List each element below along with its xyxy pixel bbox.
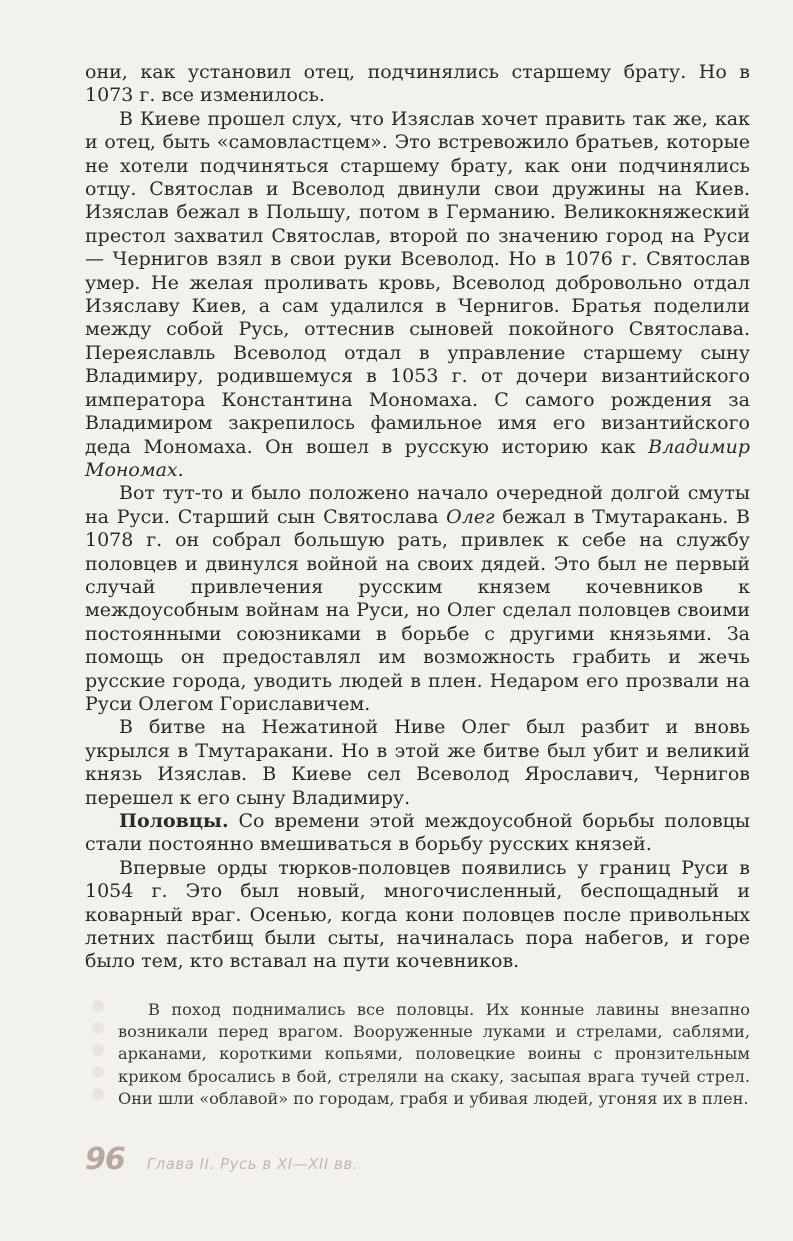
paragraph-2 <box>85 108 750 483</box>
paragraph-3-rest: бежал в Тмутаракань. В 1078 г. он собрал большую рать, привлек к себе на службу половцев и двинулся войной на своих дядей. Это был не первый случай привлечения русским князем кочевников к междоусобным войнам на Руси, но Олег сделал половцев своими постоянными союзниками в борьбе с другими князьями. За помощь он предоставлял им возможность грабить и жечь русские города, уводить людей в плен. Недаром его прозвали на Руси Олегом Гориславичем. <box>85 505 751 715</box>
page-number: 96 <box>85 1142 125 1177</box>
vladimir-monomakh-name: Владимир Мономах <box>85 435 750 481</box>
section-heading-polovtsy: Половцы. <box>119 810 229 832</box>
paragraph-5 <box>85 810 750 857</box>
marker-dot <box>92 1066 104 1078</box>
marker-dot <box>92 1000 104 1012</box>
main-text <box>85 61 750 974</box>
chapter-title: Глава II. Русь в XI—XII вв. <box>146 1155 358 1173</box>
paragraph-3-start: Вот тут-то и было положено начало очередной долгой смуты на Руси. Старший сын Святослава <box>85 482 750 528</box>
quote-block <box>118 999 750 1110</box>
paragraph-3 <box>85 482 750 716</box>
paragraph-2-text: В Киеве прошел слух, что Изяслав хочет править так же, как и отец, быть «самовластцем». Это встревожило братьев, которые не хотели подчиняться старшему брату, как они подчинялись отцу. Святослав и Всеволод двинули свои дружины на Киев. Изяслав бежал в Польшу, потом в Германию. Великокняжеский престол захватил Святослав, второй по значению город на Руси — Чернигов взял в свои руки Всеволод. Но в 1076 г. Святослав умер. Не желая проливать кровь, Всеволод добровольно отдал Изяславу Киев, а сам удалился в Чернигов. Братья поделили между собой Русь, оттеснив сыновей покойного Святослава. Переяславль Всеволод отдал в управление старшему сыну Владимиру, родившемуся в 1053 г. от дочери византийского императора Константина Мономаха. С самого рождения за Владимиром закрепилось фамильное имя его византийского деда Мономаха. Он вошел в русскую историю как <box>85 107 750 458</box>
marker-dot <box>92 1044 104 1056</box>
oleg-name: Олег <box>446 505 495 528</box>
page-footer <box>85 1142 358 1182</box>
paragraph-4: В битве на Нежатиной Ниве Олег был разбит и вновь укрылся в Тмутаракани. Но в этой же битве был убит и великий князь Изяслав. В Киеве сел Всеволод Ярославич, Чернигов перешел к его сыну Владимиру. <box>85 716 750 809</box>
quote-marker <box>92 1000 106 1126</box>
paragraph-1: они, как установил отец, подчинялись старшему брату. Но в 1073 г. все изменилось. <box>85 61 750 107</box>
paragraph-2-end: . <box>177 458 184 481</box>
paragraph-6: Впервые орды тюрков-половцев появились у границ Руси в 1054 г. Это был новый, многочисленный, беспощадный и коварный враг. Осенью, когда кони половцев после привольных летних пастбищ были сыты, начиналась пора набегов, и горе было тем, кто вставал на пути кочевников. <box>85 856 750 973</box>
marker-dot <box>92 1088 104 1100</box>
quote-text: В поход поднимались все половцы. Их конные лавины внезапно возникали перед врагом. Вооруженные луками и стрелами, саблями, арканами, короткими копьями, половецкие воины с пронзительным криком бросались в бой, стреляли на скаку, засыпая врага тучей стрел. Они шли «облавой» по городам, грабя и убивая людей, угоняя их в плен. <box>118 1000 750 1108</box>
marker-dot <box>92 1022 104 1034</box>
paragraph-5-rest: Со времени этой междоусобной борьбы половцы стали постоянно вмешиваться в борьбу русских князей. <box>85 810 750 856</box>
